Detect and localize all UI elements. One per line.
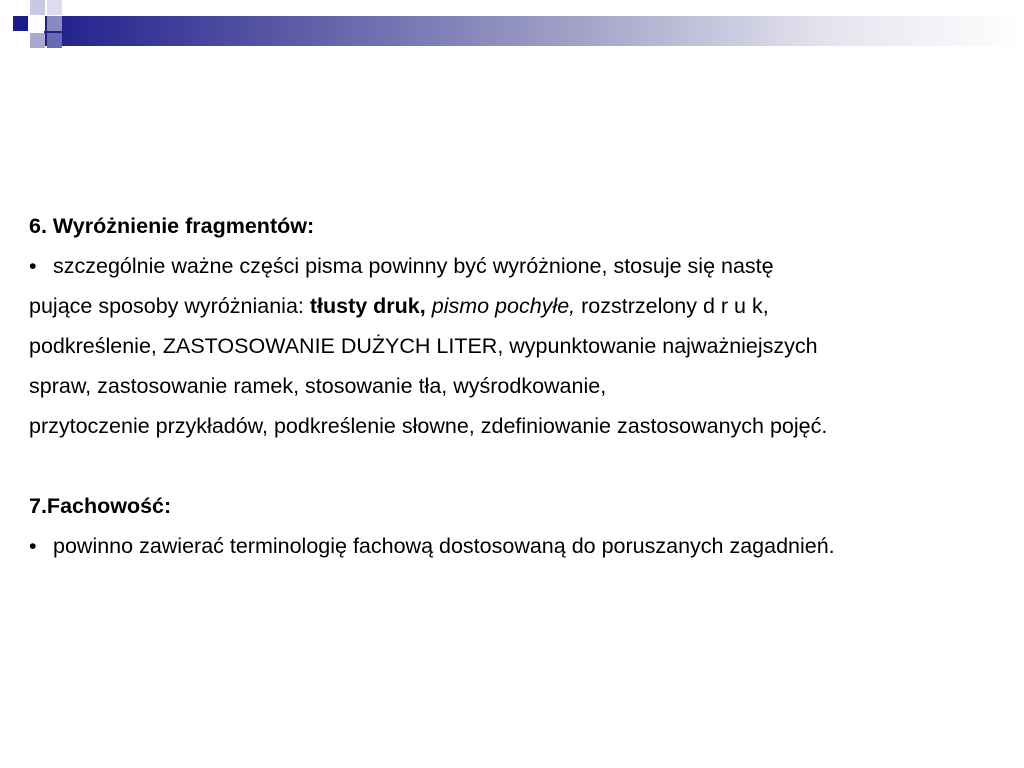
decorative-square	[47, 0, 62, 15]
section-6-line-5: przytoczenie przykładów, podkreślenie słowne, zdefiniowanie zastosowanych pojęć.	[29, 414, 828, 438]
section-6-line-2	[29, 286, 1014, 326]
text-span: rozstrzelony d r u k,	[575, 294, 769, 318]
slide-header-decoration	[0, 0, 1024, 64]
decorative-square	[30, 33, 45, 48]
decorative-square	[13, 16, 28, 31]
italic-example: pismo pochyłe,	[431, 294, 576, 318]
section-7-heading: 7.Fachowość:	[29, 494, 172, 518]
text-span: pujące sposoby wyróżniania:	[29, 294, 310, 318]
decorative-square	[47, 33, 62, 48]
bullet-point: •	[29, 254, 37, 278]
bullet-text: szczególnie ważne części pisma powinny być wyróżnione, stosuje się nastę	[53, 254, 774, 278]
section-6-heading: 6. Wyróżnienie fragmentów:	[29, 214, 315, 238]
decorative-square	[30, 16, 45, 31]
bullet-text: powinno zawierać terminologię fachową dostosowaną do poruszanych zagadnień.	[53, 534, 835, 558]
bold-example: tłusty druk,	[309, 294, 426, 318]
slide-body	[29, 206, 1014, 566]
section-6-line-4: spraw, zastosowanie ramek, stosowanie tła, wyśrodkowanie,	[29, 374, 607, 398]
decorative-square	[30, 0, 45, 15]
section-6-bullet-line-1	[29, 246, 1014, 286]
section-6-line-3: podkreślenie, ZASTOSOWANIE DUŻYCH LITER, wypunktowanie najważniejszych	[29, 334, 818, 358]
header-gradient-bar	[44, 16, 1024, 46]
decorative-square	[47, 16, 62, 31]
section-7-bullet-line-1	[29, 526, 1014, 566]
bullet-point: •	[29, 534, 37, 558]
section-spacer	[29, 446, 1014, 486]
